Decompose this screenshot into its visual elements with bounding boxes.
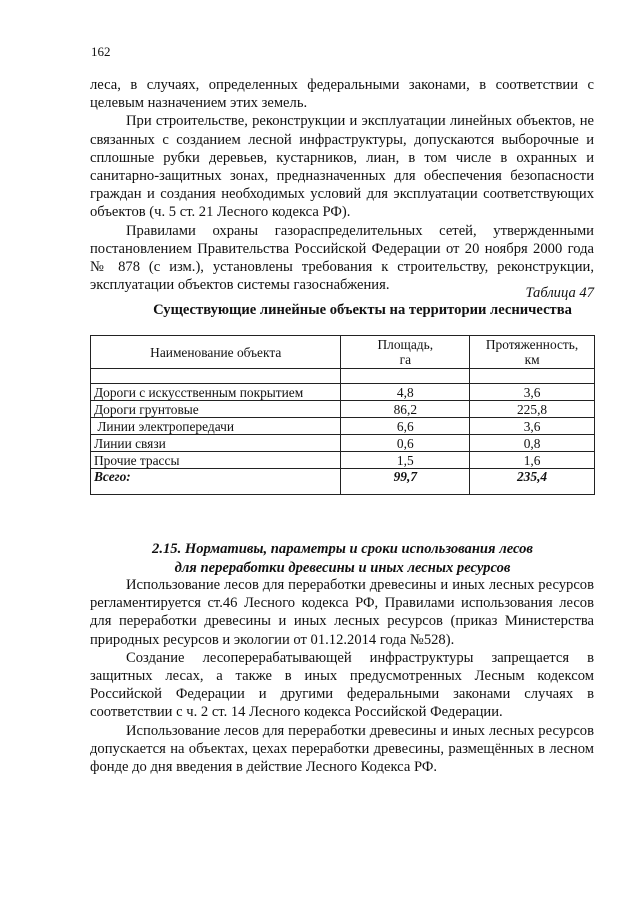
object-name-cell: Линии связи bbox=[91, 435, 341, 452]
section-paragraph-prohibition: Создание лесоперерабатывающей инфраструктуры запрещается в защитных лесах, а также в иных предусмотренных Лесным кодексом Российской Федерации и другими федеральными законами случаях в соответствии с ч. 2 ст. 14 Лесного кодекса Российской Федерации. bbox=[90, 649, 594, 721]
table-total-row bbox=[91, 469, 595, 495]
intro-continuation-paragraph: леса, в случаях, определенных федеральными законами, в соответствии с целевым назначением этих земель. bbox=[90, 77, 594, 112]
linear-objects-table bbox=[90, 335, 595, 495]
table-row bbox=[91, 435, 595, 452]
intro-text bbox=[90, 76, 594, 294]
total-label-cell: Всего: bbox=[91, 469, 341, 495]
object-length-cell: 0,8 bbox=[470, 435, 595, 452]
column-header-area-line1: Площадь, bbox=[377, 337, 434, 352]
object-area-cell: 4,8 bbox=[341, 384, 470, 401]
object-length-cell: 3,6 bbox=[470, 384, 595, 401]
table-label: Таблица 47 bbox=[525, 285, 594, 301]
object-name-cell: Линии электропередачи bbox=[91, 418, 341, 435]
object-area-cell: 6,6 bbox=[341, 418, 470, 435]
table-row bbox=[91, 384, 595, 401]
column-header-length bbox=[470, 336, 595, 369]
column-header-name: Наименование объекта bbox=[91, 336, 341, 369]
column-header-length-line2: км bbox=[524, 352, 540, 367]
table-header-row bbox=[91, 336, 595, 369]
table-row bbox=[91, 418, 595, 435]
total-area-cell: 99,7 bbox=[341, 469, 470, 495]
section-text bbox=[90, 576, 594, 776]
object-name-cell: Дороги с искусственным покрытием bbox=[91, 384, 341, 401]
table-row bbox=[91, 401, 595, 418]
intro-paragraph-linear-objects: При строительстве, реконструкции и эксплуатации линейных объектов, не связанных с созданием лесной инфраструктуры, допускаются выборочные и сплошные рубки деревьев, кустарников, лиан, в том числе в охранных и санитарно-защитных зонах, предназначенных для обеспечения безопасности граждан и создания необходимых условий для эксплуатации соответствующих объектов (ч. 5 ст. 21 Лесного кодекса РФ). bbox=[90, 113, 594, 221]
object-length-cell: 225,8 bbox=[470, 401, 595, 418]
object-area-cell: 86,2 bbox=[341, 401, 470, 418]
total-length-cell: 235,4 bbox=[470, 469, 595, 495]
object-area-cell: 0,6 bbox=[341, 435, 470, 452]
column-header-area-line2: га bbox=[399, 352, 412, 367]
object-area-cell: 1,5 bbox=[341, 452, 470, 469]
section-heading-line2: для переработки древесины и иных лесных ресурсов bbox=[174, 559, 511, 576]
column-header-area bbox=[341, 336, 470, 369]
object-name-cell: Прочие трассы bbox=[91, 452, 341, 469]
section-heading bbox=[90, 540, 595, 577]
column-header-length-line1: Протяженность, bbox=[485, 337, 579, 352]
section-paragraph-regulation: Использование лесов для переработки древесины и иных лесных ресурсов регламентируется ст.46 Лесного кодекса РФ, Правилами использования лесов для переработки древесины и иных лесных ресурсов (приказ Министерства природных ресурсов и экологии от 01.12.2014 года №528). bbox=[90, 577, 594, 648]
section-paragraph-permitted-use: Использование лесов для переработки древесины и иных лесных ресурсов допускается на объектах, цехах переработки древесины, размещённых в лесном фонде до дня введения в действие Лесного Кодекса РФ. bbox=[90, 722, 594, 776]
table-row bbox=[91, 452, 595, 469]
object-length-cell: 3,6 bbox=[470, 418, 595, 435]
page-number: 162 bbox=[91, 44, 111, 59]
object-name-cell: Дороги грунтовые bbox=[91, 401, 341, 418]
object-length-cell: 1,6 bbox=[470, 452, 595, 469]
section-heading-line1: 2.15. Нормативы, параметры и сроки использования лесов bbox=[152, 541, 533, 557]
intro-paragraph-gas-networks: Правилами охраны газораспределительных сетей, утвержденными постановлением Правительства Российской Федерации от 20 ноября 2000 года № 878 (с изм.), установлены требования к строительству, реконструкции, эксплуатации объектов системы газоснабжения. bbox=[90, 222, 594, 294]
table-spacer-row bbox=[91, 369, 595, 384]
table-title: Существующие линейные объекты на территории лесничества bbox=[153, 302, 572, 318]
